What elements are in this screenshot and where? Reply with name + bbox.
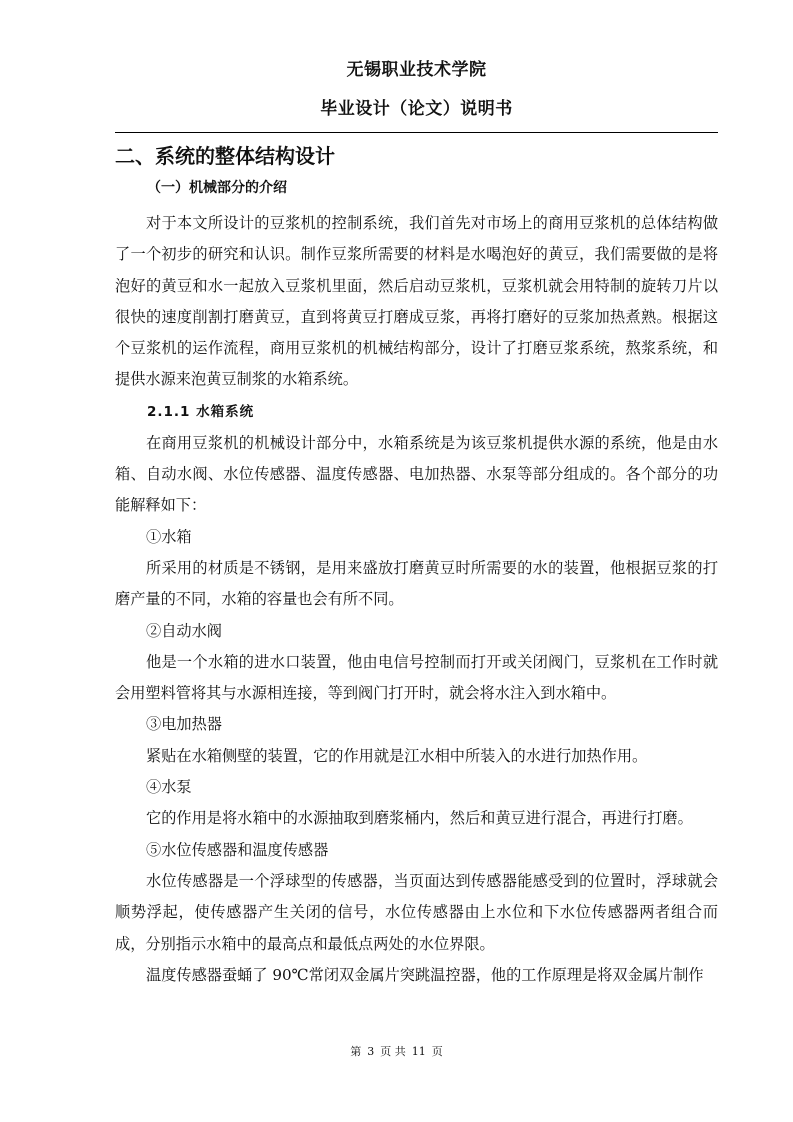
item-description: 它的作用是将水箱中的水源抽取到磨浆桶内，然后和黄豆进行混合，再进行打磨。 — [146, 809, 693, 828]
item-label: ④水泵 — [146, 778, 192, 797]
item-label: ⑤水位传感器和温度传感器 — [146, 840, 329, 859]
item-description: 紧贴在水箱侧壁的装置，它的作用就是江水相中所装入的水进行加热作用。 — [146, 746, 648, 765]
header-divider — [115, 132, 718, 133]
footer-middle: 页 共 — [380, 1045, 406, 1058]
school-name: 无锡职业技术学院 — [346, 60, 487, 80]
intro-paragraph: 对于本文所设计的豆浆机的控制系统，我们首先对市场上的商用豆浆机的总体结构做了一个初步的研究和认识。制作豆浆所需要的材料是水喝泡好的黄豆，我们需要做的是将泡好的黄豆和水一起放入豆浆机里面，然后启动豆浆机，豆浆机就会用特制的旋转刀片以很快的速度削割打磨黄豆，直到将黄豆打磨成豆浆，再将打磨好的豆浆加热煮熟。根据这个豆浆机的运作流程，商用豆浆机的机械结构部分，设计了打磨豆浆系统，熬浆系统，和提供水源来泡黄豆制浆的水箱系统。 — [115, 214, 718, 389]
item-description: 他是一个水箱的进水口装置，他由电信号控制而打开或关闭阀门，豆浆机在工作时就会用塑料管将其与水源相连接，等到阀门打开时，就会将水注入到水箱中。 — [115, 652, 718, 703]
footer-suffix: 页 — [431, 1045, 443, 1058]
item-label: ②自动水阀 — [146, 621, 222, 640]
document-title: 毕业设计（论文）说明书 — [320, 99, 513, 119]
item-label: ③电加热器 — [146, 715, 222, 734]
sub-heading: 2.1.1 水箱系统 — [147, 403, 255, 420]
main-content — [115, 140, 718, 991]
total-pages: 11 — [411, 1045, 426, 1058]
item-description: 所采用的材质是不锈钢，是用来盛放打磨黄豆时所需要的水的装置，他根据豆浆的打磨产量的不同，水箱的容量也会有所不同。 — [115, 558, 718, 609]
page-header — [115, 58, 718, 121]
item-label: ①水箱 — [146, 527, 192, 546]
section-title: 二、系统的整体结构设计 — [115, 144, 335, 168]
page-footer — [0, 1044, 793, 1060]
temperature-sensor-paragraph: 温度传感器蚕蛹了 90℃常闭双金属片突跳温控器，他的工作原理是将双金属片制作 — [146, 965, 704, 984]
page-number: 3 — [367, 1045, 375, 1058]
subsection-title: （一）机械部分的介绍 — [147, 180, 287, 196]
footer-prefix: 第 — [350, 1045, 362, 1058]
water-tank-intro-paragraph: 在商用豆浆机的机械设计部分中，水箱系统是为该豆浆机提供水源的系统，他是由水箱、自动水阀、水位传感器、温度传感器、电加热器、水泵等部分组成的。各个部分的功能解释如下： — [115, 433, 718, 515]
item-description: 水位传感器是一个浮球型的传感器，当页面达到传感器能感受到的位置时，浮球就会顺势浮起，使传感器产生关闭的信号，水位传感器由上水位和下水位传感器两者组合而成，分别指示水箱中的最高点和最低点两处的水位界限。 — [115, 871, 718, 953]
